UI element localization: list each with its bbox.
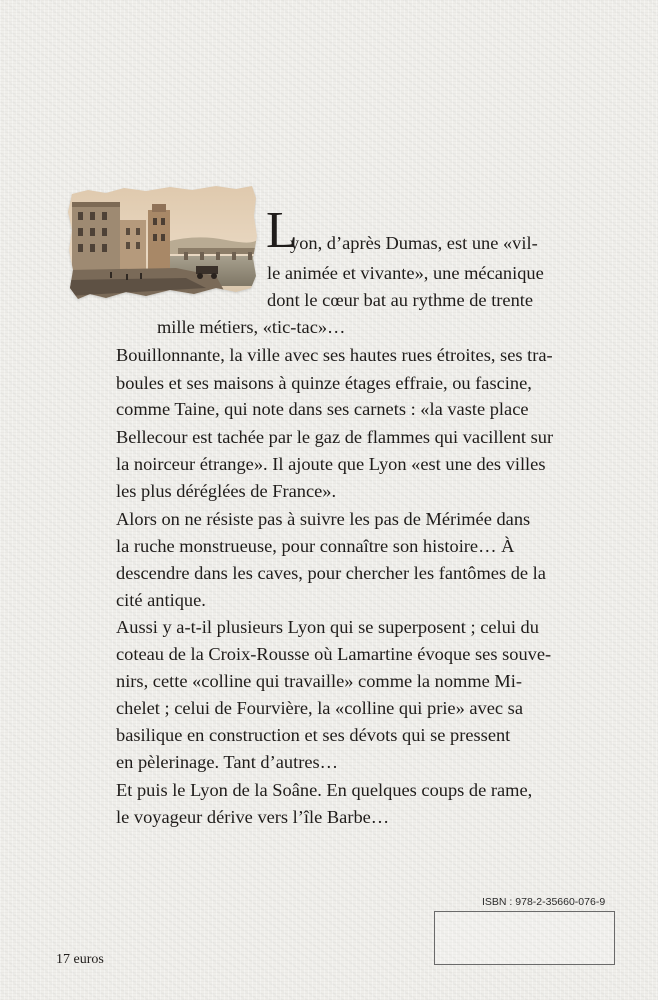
text-line: chelet ; celui de Fourvière, la «colline qui prie» avec sa [116, 698, 523, 718]
text-line: comme Taine, qui note dans ses carnets : «la vaste place [116, 399, 529, 419]
text-line: le animée et vivante», une mécanique [267, 263, 544, 283]
text-line: descendre dans les caves, pour chercher les fantômes de la [116, 563, 546, 583]
drop-cap: L [266, 202, 298, 259]
text-line: le voyageur dérive vers l’île Barbe… [116, 807, 390, 827]
text-line: basilique en construction et ses dévots qui se pressent [116, 725, 511, 745]
text-line: boules et ses maisons à quinze étages effraie, ou fascine, [116, 373, 532, 393]
text-line: la noirceur étrange». Il ajoute que Lyon «est une des villes [116, 454, 546, 474]
text-line: dont le cœur bat au rythme de trente [267, 290, 534, 310]
lyon-river-painting [66, 184, 258, 302]
text-line: mille métiers, «tic-tac»… [157, 317, 346, 337]
barcode-placeholder [434, 911, 615, 965]
text-line: en pèlerinage. Tant d’autres… [116, 752, 339, 772]
text-line: cité antique. [116, 590, 206, 610]
text-line: Alors on ne résiste pas à suivre les pas de Mérimée dans [116, 509, 531, 529]
text-line: les plus déréglées de France». [116, 481, 337, 501]
text-line: Bellecour est tachée par le gaz de flammes qui vacillent sur [116, 427, 554, 447]
text-line: yon, d’après Dumas, est une «vil- [290, 233, 538, 253]
text-line: coteau de la Croix-Rousse où Lamartine évoque ses souve- [116, 644, 552, 664]
text-line: Et puis le Lyon de la Soâne. En quelques coups de rame, [116, 780, 533, 800]
text-line: nirs, cette «colline qui travaille» comme la nomme Mi- [116, 671, 523, 691]
isbn-label: ISBN : 978-2-35660-076-9 [482, 896, 606, 908]
text-line: Aussi y a-t-il plusieurs Lyon qui se superposent ; celui du [116, 617, 539, 637]
text-line: la ruche monstrueuse, pour connaître son histoire… À [116, 536, 515, 556]
text-line: Bouillonnante, la ville avec ses hautes rues étroites, ses tra- [116, 345, 553, 365]
price-label: 17 euros [56, 952, 104, 967]
